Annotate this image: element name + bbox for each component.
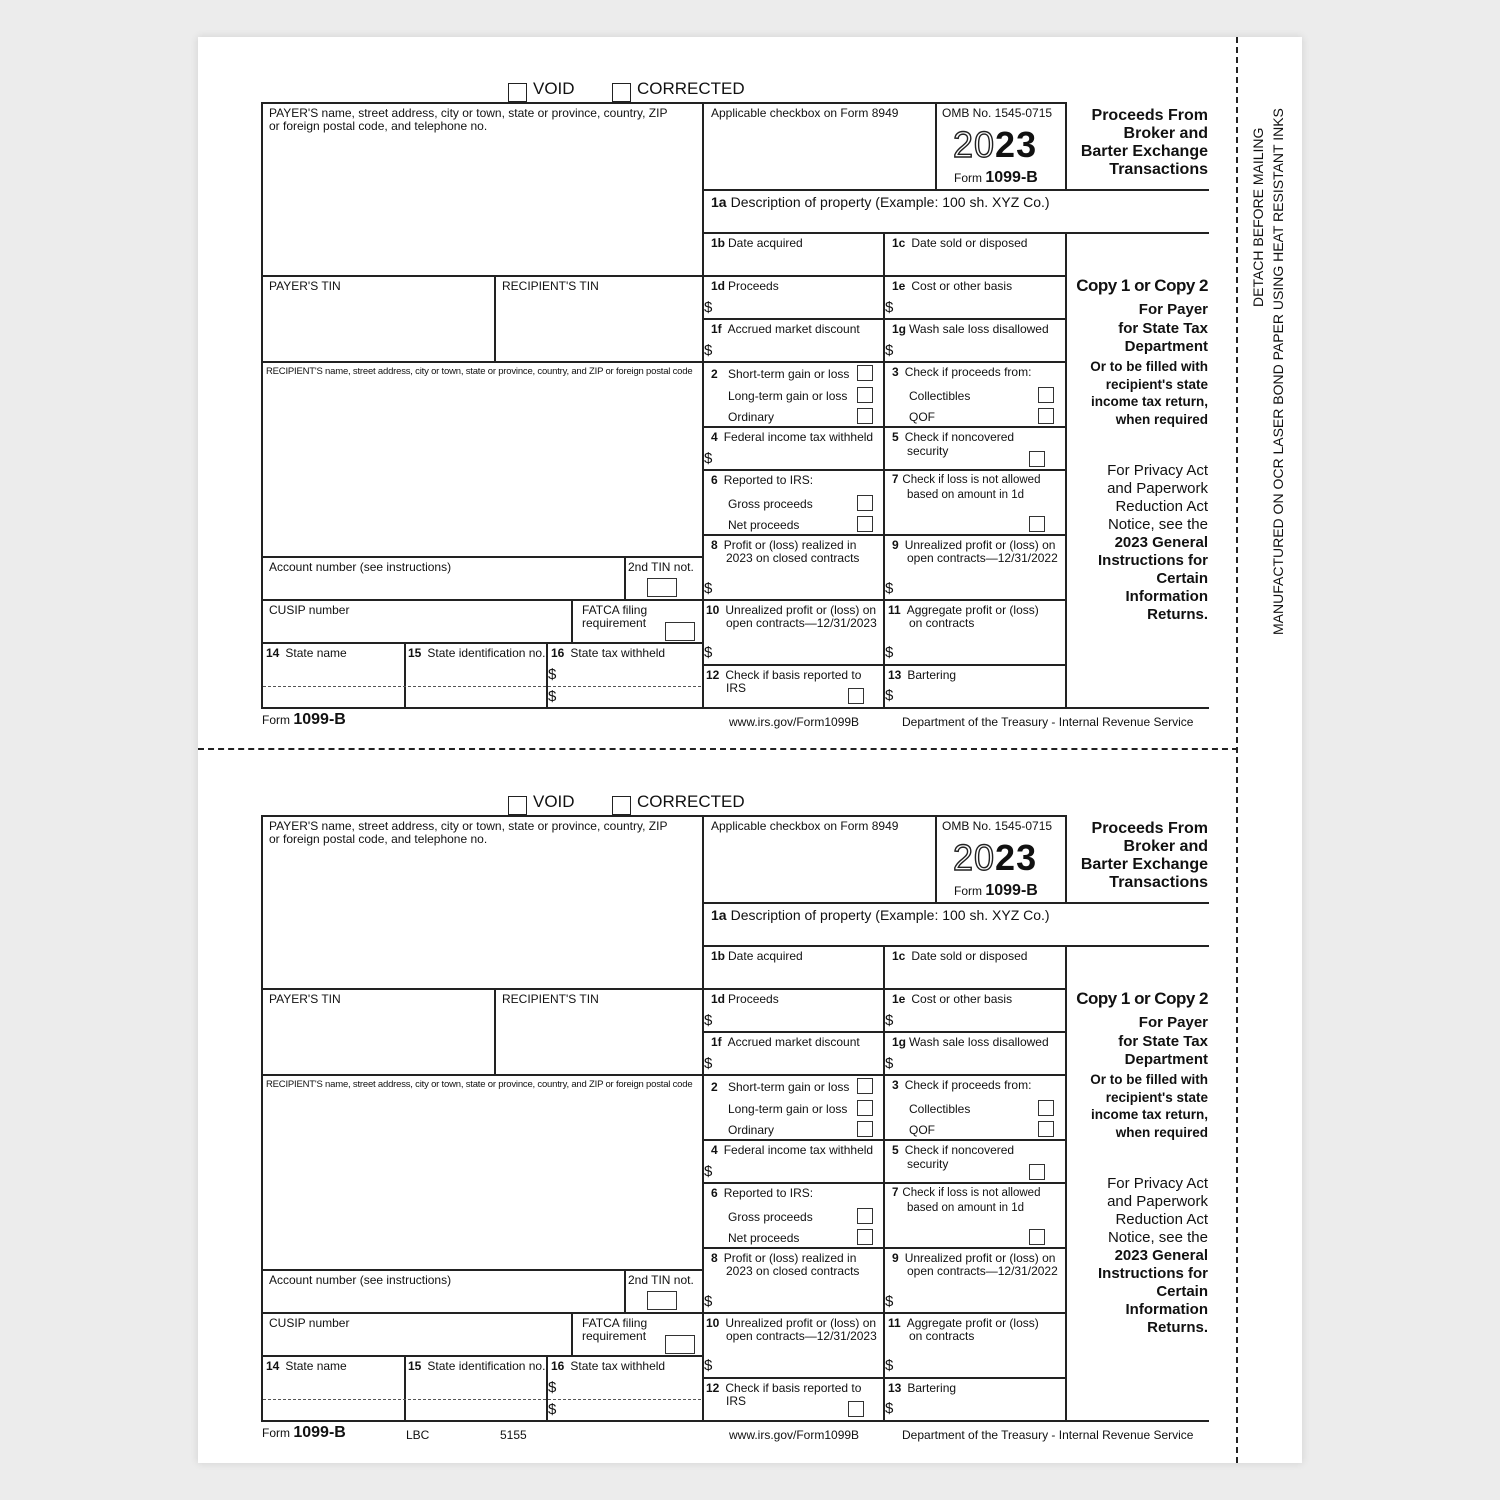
box-14-label: 14 State name: [266, 646, 347, 660]
box-3-qof: QOF: [909, 410, 935, 424]
box-1d-dollar: $: [704, 299, 713, 316]
box-4-label: 4 Federal income tax withheld: [711, 1143, 874, 1157]
box-1d-label: 1d Proceeds: [711, 992, 779, 1006]
box-1b-label: 1b Date acquired: [711, 236, 803, 250]
fatca-checkbox[interactable]: [665, 1335, 695, 1354]
ordinary-checkbox[interactable]: [857, 408, 873, 424]
footer-code: 5155: [500, 1428, 527, 1442]
box-13-dollar: $: [885, 687, 894, 704]
box-11-label: 11 Aggregate profit or (loss): [888, 1316, 1039, 1330]
copy-note: Or to be filled with recipient's state income tax return, when required: [1090, 359, 1208, 427]
box-3-collectibles: Collectibles: [909, 389, 971, 403]
long-term-checkbox[interactable]: [857, 387, 873, 403]
short-term-checkbox[interactable]: [857, 1078, 873, 1094]
form-number-header: Form 1099-B: [954, 169, 1038, 186]
box-4-label: 4 Federal income tax withheld: [711, 430, 874, 444]
collectibles-checkbox[interactable]: [1038, 387, 1054, 403]
box-7-label: 7 Check if loss is not allowed: [892, 1187, 1041, 1199]
qof-checkbox[interactable]: [1038, 1121, 1054, 1137]
omb-number: OMB No. 1545-0715: [942, 819, 1053, 833]
box-8-dollar: $: [704, 580, 713, 597]
box-1f-label: 1f Accrued market discount: [711, 322, 860, 336]
footer-department: Department of the Treasury - Internal Revenue Service: [902, 715, 1194, 729]
box-2-long-term: Long-term gain or loss: [728, 389, 848, 403]
box-3-label: 3 Check if proceeds from:: [892, 365, 1032, 379]
detach-instruction: DETACH BEFORE MAILING: [1250, 127, 1266, 307]
box-6-net: Net proceeds: [728, 518, 800, 532]
box-1b-label: 1b Date acquired: [711, 949, 803, 963]
account-number-label: Account number (see instructions): [269, 1273, 452, 1287]
manufacturing-note: MANUFACTURED ON OCR LASER BOND PAPER USING HEAT RESISTANT INKS: [1270, 108, 1286, 635]
box-2-short-term: Short-term gain or loss: [728, 367, 850, 381]
box-2-ordinary: Ordinary: [728, 1123, 775, 1137]
gross-proceeds-checkbox[interactable]: [857, 1208, 873, 1224]
corrected-checkbox[interactable]: [612, 83, 631, 102]
copy-recipient: For Payer for State Tax Department: [1118, 301, 1208, 355]
footer-url: www.irs.gov/Form1099B: [729, 715, 860, 729]
privacy-notice: For Privacy Act and Paperwork Reduction Act Notice, see the 2023 General Instructions for Certain Information Returns.: [1097, 462, 1208, 623]
void-checkbox[interactable]: [508, 83, 527, 102]
short-term-checkbox[interactable]: [857, 365, 873, 381]
box-1e-dollar: $: [885, 299, 894, 316]
box-8-dollar: $: [704, 1293, 713, 1310]
gross-proceeds-checkbox[interactable]: [857, 495, 873, 511]
box-7-label-cont: based on amount in 1d: [907, 489, 1025, 501]
recipient-name-label: RECIPIENT'S name, street address, city or town, state or province, country, and ZIP or foreign postal code: [266, 1079, 693, 1090]
box-1a-label: 1a Description of property (Example: 100 sh. XYZ Co.): [711, 907, 1050, 923]
box-1e-dollar: $: [885, 1012, 894, 1029]
noncovered-checkbox[interactable]: [1029, 451, 1045, 467]
box-9-label: 9 Unrealized profit or (loss) on: [892, 1251, 1056, 1265]
box-1g-dollar: $: [885, 342, 894, 359]
box-1a-label: 1a Description of property (Example: 100 sh. XYZ Co.): [711, 194, 1050, 210]
box-11-dollar: $: [885, 644, 894, 661]
box-11-label-cont: on contracts: [909, 616, 975, 630]
box-10-label-cont: open contracts—12/31/2023: [726, 1329, 877, 1343]
footer-department: Department of the Treasury - Internal Revenue Service: [902, 1428, 1194, 1442]
box-16-dollar-2: $: [548, 1401, 557, 1418]
payer-tin-label: PAYER'S TIN: [269, 992, 341, 1006]
box-7-label-cont: based on amount in 1d: [907, 1202, 1025, 1214]
box-16-label: 16 State tax withheld: [551, 1359, 666, 1373]
payer-name-label: PAYER'S name, street address, city or town, state or province, country, ZIP: [269, 106, 668, 120]
box-8-label-cont: 2023 on closed contracts: [726, 1264, 860, 1278]
box-9-label-cont: open contracts—12/31/2022: [907, 551, 1058, 565]
box-10-dollar: $: [704, 644, 713, 661]
box-16-dollar-1: $: [548, 1379, 557, 1396]
box-2-short-term: Short-term gain or loss: [728, 1080, 850, 1094]
omb-number: OMB No. 1545-0715: [942, 106, 1053, 120]
privacy-notice: For Privacy Act and Paperwork Reduction Act Notice, see the 2023 General Instructions for Certain Information Returns.: [1097, 1175, 1208, 1336]
footer-lbc: LBC: [406, 1428, 430, 1442]
form-1099b-copy-top: [198, 37, 1302, 750]
box-4-dollar: $: [704, 1163, 713, 1180]
box-3-qof: QOF: [909, 1123, 935, 1137]
box-16-label: 16 State tax withheld: [551, 646, 666, 660]
qof-checkbox[interactable]: [1038, 408, 1054, 424]
form-sheet: [198, 37, 1302, 1463]
footer-url: www.irs.gov/Form1099B: [729, 1428, 860, 1442]
box-2-num: 2: [711, 1080, 718, 1094]
ordinary-checkbox[interactable]: [857, 1121, 873, 1137]
box-12-label-cont: IRS: [726, 1394, 747, 1408]
box-11-dollar: $: [885, 1357, 894, 1374]
box-10-label-cont: open contracts—12/31/2023: [726, 616, 877, 630]
box-1d-dollar: $: [704, 1012, 713, 1029]
box-10-label: 10 Unrealized profit or (loss) on: [706, 603, 877, 617]
payer-tin-label: PAYER'S TIN: [269, 279, 341, 293]
box-2-long-term: Long-term gain or loss: [728, 1102, 848, 1116]
box-1c-label: 1c Date sold or disposed: [892, 949, 1028, 963]
box-6-label: 6 Reported to IRS:: [711, 473, 814, 487]
applicable-checkbox-label: Applicable checkbox on Form 8949: [711, 106, 899, 120]
form-number-header: Form 1099-B: [954, 882, 1038, 899]
box-13-label: 13 Bartering: [888, 668, 957, 682]
box-1f-dollar: $: [704, 342, 713, 359]
box-1g-label: 1g Wash sale loss disallowed: [892, 1035, 1049, 1049]
second-tin-checkbox[interactable]: [647, 1291, 677, 1310]
box-8-label-cont: 2023 on closed contracts: [726, 551, 860, 565]
corrected-label: CORRECTED: [637, 79, 745, 98]
box-5-label-cont: security: [907, 444, 949, 458]
box-4-dollar: $: [704, 450, 713, 467]
cusip-label: CUSIP number: [269, 1316, 350, 1330]
box-5-label: 5 Check if noncovered: [892, 430, 1015, 444]
recipient-name-label: RECIPIENT'S name, street address, city or town, state or province, country, and ZIP or foreign postal code: [266, 366, 693, 377]
loss-not-allowed-checkbox[interactable]: [1029, 516, 1045, 532]
payer-name-label-cont: or foreign postal code, and telephone no.: [269, 119, 488, 133]
box-9-label: 9 Unrealized profit or (loss) on: [892, 538, 1056, 552]
box-12-label: 12 Check if basis reported to: [706, 668, 862, 682]
box-6-gross: Gross proceeds: [728, 497, 813, 511]
box-16-dollar-2: $: [548, 688, 557, 705]
form-number-footer: Form 1099-B: [262, 1424, 346, 1441]
box-10-dollar: $: [704, 1357, 713, 1374]
long-term-checkbox[interactable]: [857, 1100, 873, 1116]
box-3-collectibles: Collectibles: [909, 1102, 971, 1116]
form-number-footer: Form 1099-B: [262, 711, 346, 728]
box-12-label: 12 Check if basis reported to: [706, 1381, 862, 1395]
account-number-label: Account number (see instructions): [269, 560, 452, 574]
net-proceeds-checkbox[interactable]: [857, 516, 873, 532]
loss-not-allowed-checkbox[interactable]: [1029, 1229, 1045, 1245]
box-1f-label: 1f Accrued market discount: [711, 1035, 860, 1049]
box-16-dollar-1: $: [548, 666, 557, 683]
noncovered-checkbox[interactable]: [1029, 1164, 1045, 1180]
box-2-ordinary: Ordinary: [728, 410, 775, 424]
box-8-label: 8 Profit or (loss) realized in: [711, 538, 857, 552]
box-10-label: 10 Unrealized profit or (loss) on: [706, 1316, 877, 1330]
tax-year: 2023: [953, 837, 1038, 878]
corrected-checkbox[interactable]: [612, 796, 631, 815]
copy-recipient: For Payer for State Tax Department: [1118, 1014, 1208, 1068]
corrected-label: CORRECTED: [637, 792, 745, 811]
applicable-checkbox-label: Applicable checkbox on Form 8949: [711, 819, 899, 833]
void-label: VOID: [533, 79, 575, 98]
form-title: Proceeds From Broker and Barter Exchange Transactions: [1080, 107, 1208, 178]
box-12-label-cont: IRS: [726, 681, 747, 695]
copy-designation: Copy 1 or Copy 2: [1076, 276, 1208, 295]
box-6-gross: Gross proceeds: [728, 1210, 813, 1224]
box-1f-dollar: $: [704, 1055, 713, 1072]
box-6-net: Net proceeds: [728, 1231, 800, 1245]
void-label: VOID: [533, 792, 575, 811]
second-tin-label: 2nd TIN not.: [628, 560, 694, 574]
tax-year: 2023: [953, 124, 1038, 165]
box-1g-dollar: $: [885, 1055, 894, 1072]
form-title: Proceeds From Broker and Barter Exchange Transactions: [1080, 820, 1208, 891]
fatca-label: FATCA filing: [582, 1316, 648, 1330]
collectibles-checkbox[interactable]: [1038, 1100, 1054, 1116]
box-14-label: 14 State name: [266, 1359, 347, 1373]
box-9-label-cont: open contracts—12/31/2022: [907, 1264, 1058, 1278]
box-3-label: 3 Check if proceeds from:: [892, 1078, 1032, 1092]
fatca-label-cont: requirement: [582, 1329, 647, 1343]
box-7-label: 7 Check if loss is not allowed: [892, 474, 1041, 486]
cusip-label: CUSIP number: [269, 603, 350, 617]
basis-reported-checkbox[interactable]: [848, 688, 864, 704]
fatca-checkbox[interactable]: [665, 622, 695, 641]
box-8-label: 8 Profit or (loss) realized in: [711, 1251, 857, 1265]
recipient-tin-label: RECIPIENT'S TIN: [502, 279, 599, 293]
box-9-dollar: $: [885, 580, 894, 597]
box-13-label: 13 Bartering: [888, 1381, 957, 1395]
recipient-tin-label: RECIPIENT'S TIN: [502, 992, 599, 1006]
box-11-label-cont: on contracts: [909, 1329, 975, 1343]
box-2-num: 2: [711, 367, 718, 381]
box-1c-label: 1c Date sold or disposed: [892, 236, 1028, 250]
fatca-label: FATCA filing: [582, 603, 648, 617]
box-1e-label: 1e Cost or other basis: [892, 992, 1013, 1006]
fatca-label-cont: requirement: [582, 616, 647, 630]
payer-name-label: PAYER'S name, street address, city or town, state or province, country, ZIP: [269, 819, 668, 833]
copy-designation: Copy 1 or Copy 2: [1076, 989, 1208, 1008]
basis-reported-checkbox[interactable]: [848, 1401, 864, 1417]
net-proceeds-checkbox[interactable]: [857, 1229, 873, 1245]
form-1099b-copy-bottom: [198, 750, 1302, 1463]
box-1d-label: 1d Proceeds: [711, 279, 779, 293]
box-5-label: 5 Check if noncovered: [892, 1143, 1015, 1157]
second-tin-checkbox[interactable]: [647, 578, 677, 597]
box-13-dollar: $: [885, 1400, 894, 1417]
box-1g-label: 1g Wash sale loss disallowed: [892, 322, 1049, 336]
box-1e-label: 1e Cost or other basis: [892, 279, 1013, 293]
box-6-label: 6 Reported to IRS:: [711, 1186, 814, 1200]
box-11-label: 11 Aggregate profit or (loss): [888, 603, 1039, 617]
box-15-label: 15 State identification no.: [408, 646, 546, 660]
payer-name-label-cont: or foreign postal code, and telephone no.: [269, 832, 488, 846]
box-15-label: 15 State identification no.: [408, 1359, 546, 1373]
box-9-dollar: $: [885, 1293, 894, 1310]
copy-note: Or to be filled with recipient's state income tax return, when required: [1090, 1072, 1208, 1140]
box-5-label-cont: security: [907, 1157, 949, 1171]
second-tin-label: 2nd TIN not.: [628, 1273, 694, 1287]
void-checkbox[interactable]: [508, 796, 527, 815]
